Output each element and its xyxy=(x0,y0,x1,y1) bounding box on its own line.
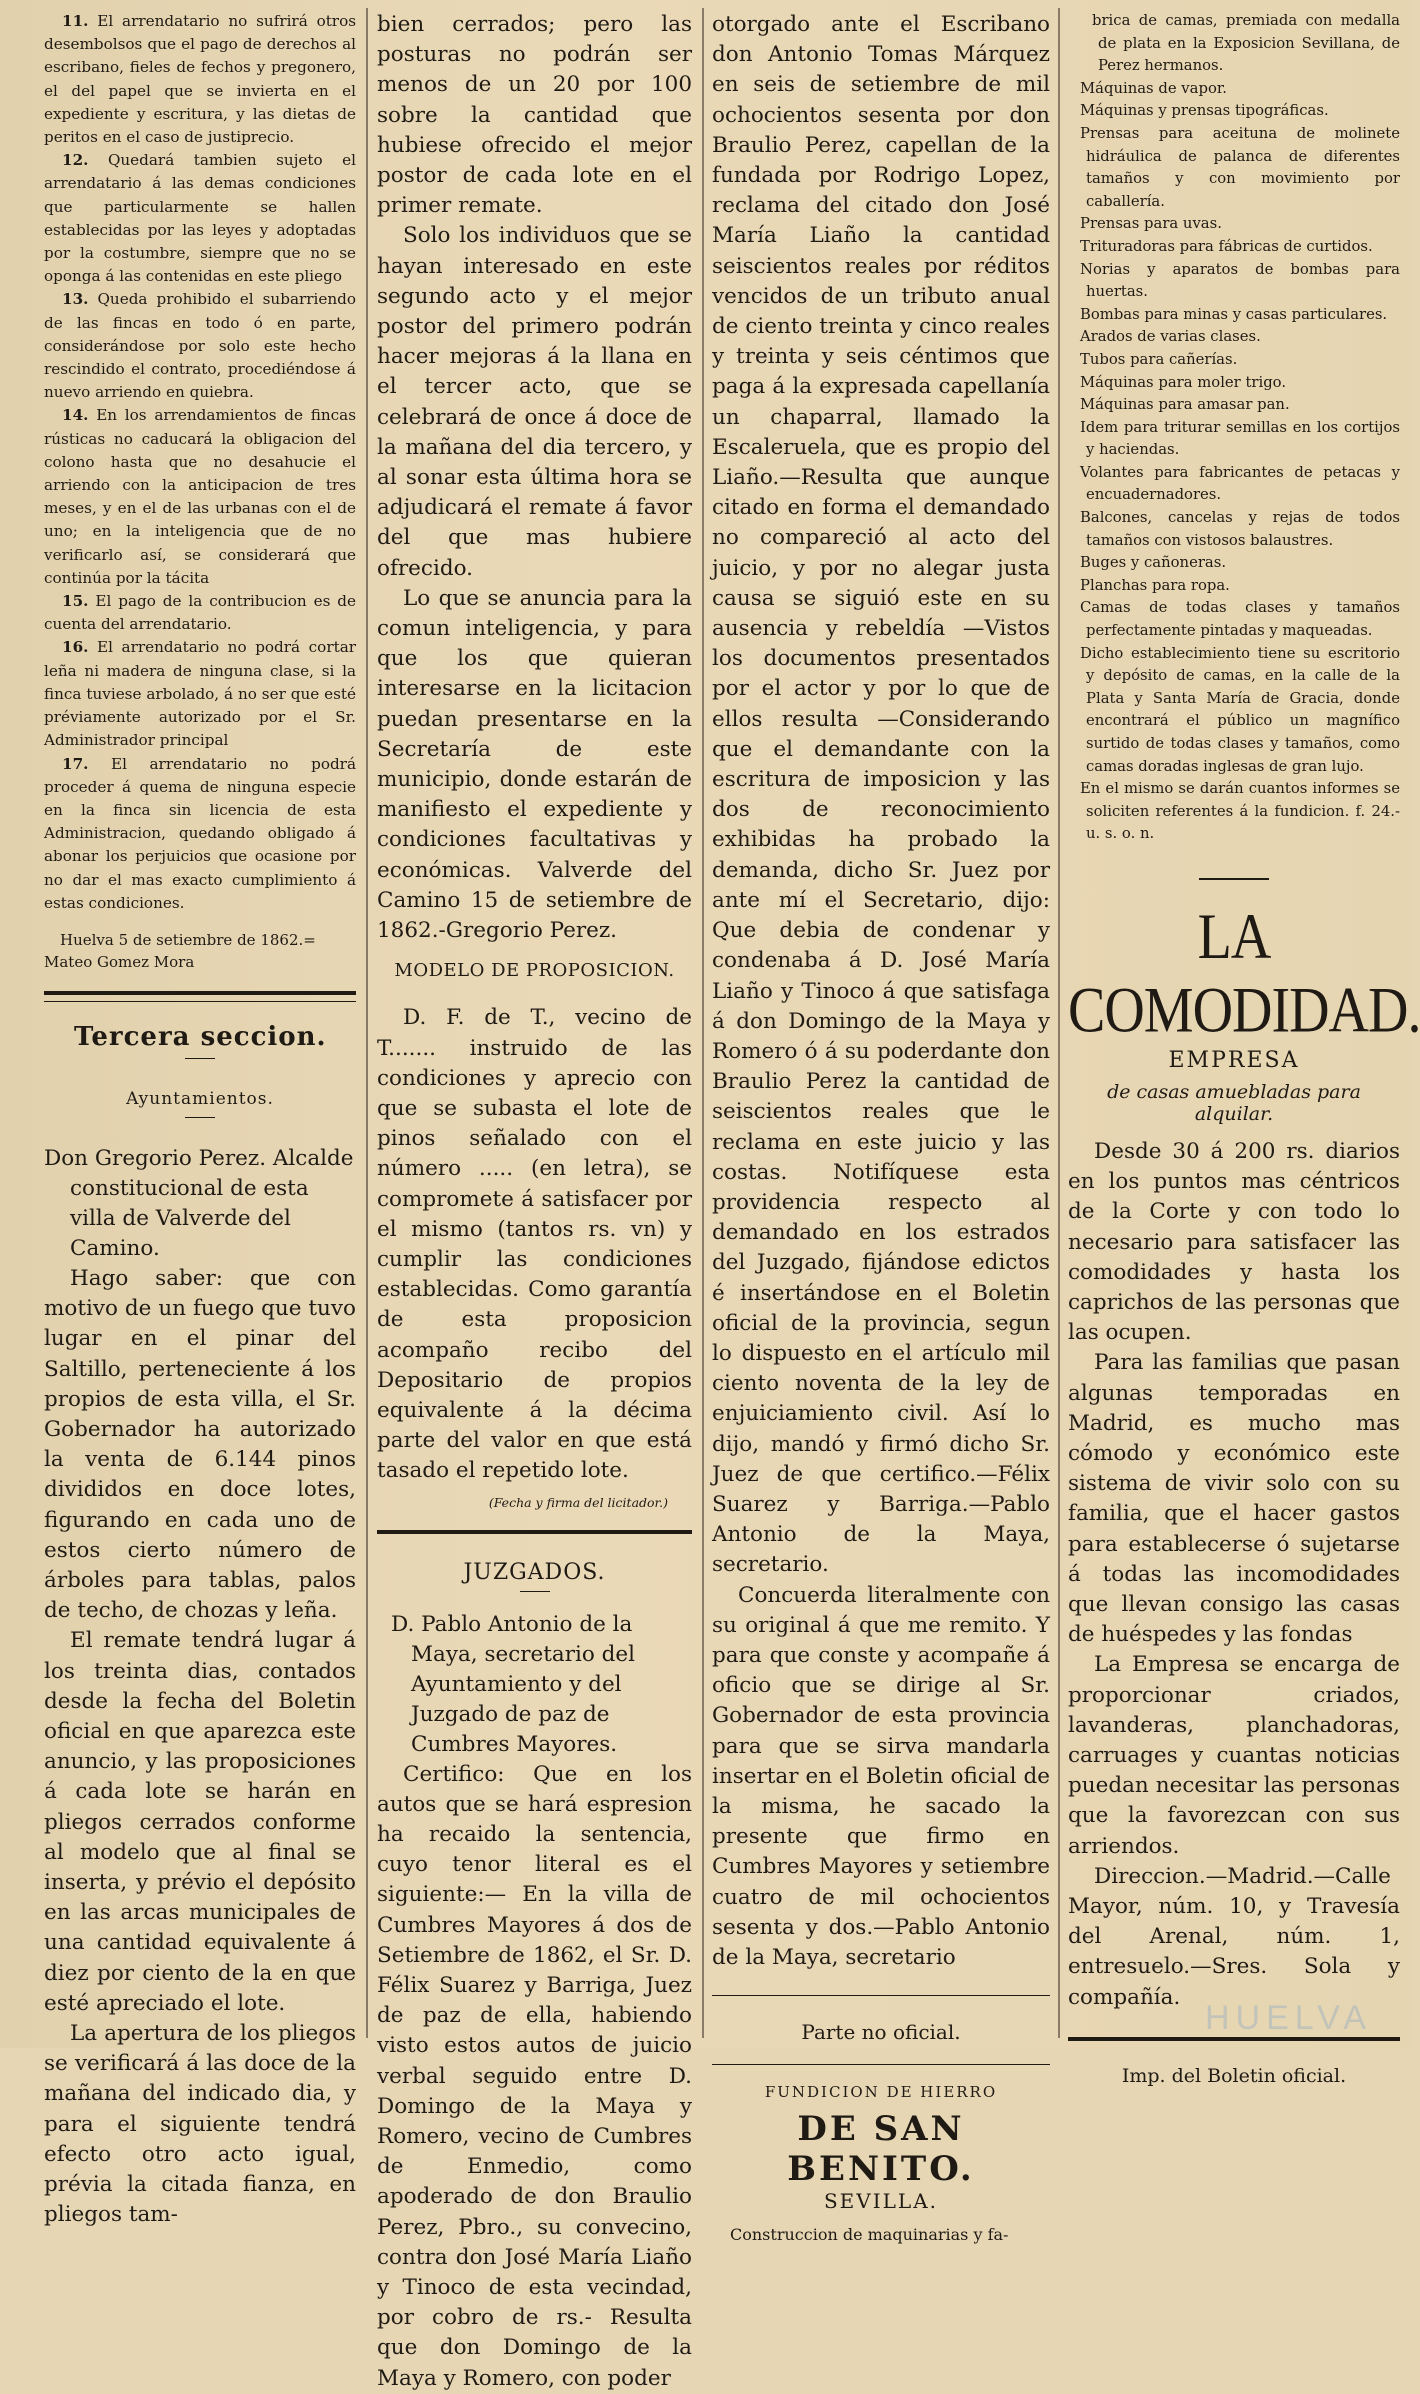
list-item: Norias y aparatos de bombas para huertas. xyxy=(1080,260,1400,301)
condition-item: 12. Quedará tambien sujeto el arrendatario á las demas condiciones que particularmente se hallen establecidas por las leyes y adoptadas por la costumbre, siempre que no se oponga á las contenidas en este pliego xyxy=(44,151,356,286)
list-item: Máquinas para amasar pan. xyxy=(1080,396,1290,414)
list-item: Dicho establecimiento tiene su escritorio y depósito de camas, en la calle de la Plata y Santa María de Gracia, donde encontrará el público un magnífico surtido de todas clases y tamaños, como camas doradas inglesas de gran lujo. xyxy=(1080,644,1400,775)
paragraph: otorgado ante el Escribano don Antonio Tomas Márquez en seis de setiembre de mil ochocientos sesenta por don Braulio Perez, capellan de la fundada por Rodrigo Lopez, reclama del citado don José María Liaño la cantidad seiscientos reales por réditos vencidos de un tributo anual de ciento treinta y cinco reales y treinta y seis céntimos que paga á la expresada capellanía un chaparral, llamado la Escaleruela, que es propio del Liaño.—Resulta que aunque citado en forma el demandado no compareció al acto del juicio, y por no alegar justa causa se siguió este en su ausencia y rebeldía —Vistos los documentos presentados por el actor y por lo que de ellos resulta —Considerando que el demandante con la escritura de imposicion y las dos de reconocimiento exhibidas ha probado la demanda, dicho Sr. Juez por ante mí el Secretario, dijo: Que debia de condenar y condenaba á D. José María Liaño y Tinoco á que satisfaga á don Domingo de la Maya y Romero ó á su poderdante don Braulio Perez la cantidad de seiscientos reales que le reclama en este juicio y las costas. Notifíquese esta providencia respecto al demandado en los estrados del Juzgado, fijándose edictos é insertándose en el Boletin oficial de la provincia, segun lo dispuesto en el artículo mil ciento noventa de la ley de enjuiciamiento civil. Así lo dijo, mandó y firmó dicho Sr. Juez de que certifico.—Félix Suarez y Barriga.—Pablo Antonio de la Maya, secretario. xyxy=(712,12,1050,1578)
dash-divider xyxy=(185,1117,215,1118)
list-item: Arados de varias clases. xyxy=(1080,328,1261,346)
list-item: Balcones, cancelas y rejas de todos tamaños con vistosos balaustres. xyxy=(1080,509,1400,549)
comodidad-title: LA COMODIDAD. xyxy=(1068,901,1420,1047)
list-item: Prensas para aceituna de molinete hidráulica de palanca de diferentes tamaños y con movimiento por caballería. xyxy=(1080,124,1400,210)
column-4 xyxy=(1068,10,1420,2087)
column-divider xyxy=(1058,8,1060,2038)
list-item: Máquinas para moler trigo. xyxy=(1080,373,1287,391)
empresa-heading: EMPRESA xyxy=(1168,1047,1300,1073)
paragraph: Direccion.—Madrid.—Calle Mayor, núm. 10, y Travesía del Arenal, núm. 1, entresuelo.—Sres. Sola y compañía. xyxy=(1068,1863,1400,2010)
list-item: En el mismo se darán cuantos informes se soliciten referentes á la fundicion. f. 24.-u. s. o. n. xyxy=(1080,780,1400,843)
parte-heading: Parte no oficial. xyxy=(801,2020,961,2045)
list-item: Buges y cañoneras. xyxy=(1080,554,1227,572)
foundry-city: SEVILLA. xyxy=(823,2189,938,2214)
column-3 xyxy=(712,10,1050,2245)
column-divider xyxy=(702,8,704,2038)
condition-item: 11. El arrendatario no sufrirá otros desembolsos que el pago de derechos al escribano, fieles de fechos y pregonero, el del papel que se invierta en el expediente y escritura, y las dietas de peritos en el caso de justiprecio. xyxy=(44,12,357,147)
column-1 xyxy=(44,10,357,2228)
list-item: Tubos para cañerías. xyxy=(1080,350,1238,368)
conditions-list xyxy=(44,10,356,915)
condition-item: 15. El pago de la contribucion es de cuenta del arrendatario. xyxy=(44,592,356,634)
list-item: brica de camas, premiada con medalla de plata en la Exposicion Sevillana, de Perez hermanos. xyxy=(1092,12,1400,75)
paragraph: Construccion de maquinarias y fa- xyxy=(730,2225,1009,2245)
short-rule xyxy=(1199,878,1269,880)
dash-divider xyxy=(185,1058,215,1059)
section-rule-thin xyxy=(712,1995,1050,1996)
paragraph: bien cerrados; pero las posturas no podrán ser menos de un 20 por 100 sobre la cantidad que hubiese ofrecido el mejor postor de cada lote en el primer remate. xyxy=(377,12,692,219)
section-rule-thin xyxy=(712,2064,1050,2065)
condition-item: 14. En los arrendamientos de fincas rústicas no caducará la obligacion del colono hasta que no desahucie el arriendo con la anticipacion de tres meses, y en el de las urbanas con el de uno; en la inteligencia que de no verificarlo así, se considerará que continúa por la tácita xyxy=(44,406,357,587)
column-divider xyxy=(366,8,368,2038)
empresa-subtitle: de casas amuebladas para alquilar. xyxy=(1107,1080,1361,1125)
list-item: Trituradoras para fábricas de curtidos. xyxy=(1080,237,1373,255)
list-item: Camas de todas clases y tamaños perfectamente pintadas y maqueadas. xyxy=(1080,599,1400,640)
list-item: Planchas para ropa. xyxy=(1080,576,1230,594)
paragraph: Para las familias que pasan algunas temporadas en Madrid, es mucho mas cómodo y económico este sistema de vivir solo con su familia, que el hacer gastos para establecerse ó sujetarse á todas las incomodidades que llevan consigo las casas de huéspedes y las fondas xyxy=(1068,1350,1400,1648)
condition-item: 16. El arrendatario no podrá cortar leña ni madera de ninguna clase, si la finca tuviese arbolado, á no ser que esté préviamente autorizado por el Sr. Administrador principal xyxy=(44,638,357,750)
list-item: Idem para triturar semillas en los cortijos y haciendas. xyxy=(1080,418,1400,459)
paragraph: El remate tendrá lugar á los treinta dias, contados desde la fecha del Boletin oficial en que aparezca este anuncio, y las proposiciones á cada lote se harán en pliegos cerrados conforme al modelo que al final se inserta, y prévio el depósito en las arcas municipales de una cantidad equivalente á diez por ciento de la en que esté apreciado el lote. xyxy=(44,1628,356,2016)
watermark: HUELVA xyxy=(1204,1999,1372,2037)
foundry-name: DE SAN BENITO. xyxy=(787,2109,975,2190)
section-rule xyxy=(44,991,356,995)
product-list xyxy=(1068,10,1400,846)
paragraph: La apertura de los pliegos se verificará á las doce de la mañana del indicado dia, y para el siguiente tendrá efecto otro acto igual, prévia la citada fianza, en pliegos tam- xyxy=(44,2021,356,2228)
section-rule-thin xyxy=(44,1001,356,1002)
paragraph: Hago saber: que con motivo de un fuego que tuvo lugar en el pinar del Saltillo, perteneciente á los propios de esta villa, el Sr. Gobernador ha autorizado la venta de 6.144 pinos divididos en doce lotes, figurando en cada uno de estos cierto número de árboles para tablas, palos de techo, de chozas y leña. xyxy=(44,1265,356,1624)
juzgados-heading: JUZGADOS. xyxy=(463,1559,606,1585)
secretary-heading: D. Pablo Antonio de la Maya, secretario del Ayuntamiento y del Juzgado de paz de Cumbres Mayores. xyxy=(391,1611,636,1757)
alcalde-heading: Don Gregorio Perez. Alcalde constitucional de esta villa de Valverde del Camino. xyxy=(44,1145,354,1261)
condition-item: 17. El arrendatario no podrá proceder á quema de ninguna especie en la finca sin licencia de esta Administracion, quedando obligado á abonar los perjuicios que ocasione por no dar el mas exacto cumplimiento á estas condiciones. xyxy=(44,754,356,912)
imprint: Imp. del Boletin oficial. xyxy=(1121,2064,1347,2087)
foundry-heading: FUNDICION DE HIERRO xyxy=(764,2083,998,2102)
list-item: Máquinas de vapor. xyxy=(1080,79,1228,97)
modelo-text: D. F. de T., vecino de T....... instruido de las condiciones y aprecio con que se subasta el lote de pinos señalado con el número ..... (en letra), se compromete á satisfacer por el mismo (tantos rs. vn) y cumplir las condiciones establecidas. Como garantía de esta proposicion acompaño recibo del Depositario de propios equivalente á la décima parte del valor en que está tasado el repetido lote. xyxy=(377,1005,692,1484)
modelo-heading: MODELO DE PROPOSICION. xyxy=(394,960,675,982)
list-item: Bombas para minas y casas particulares. xyxy=(1080,305,1388,323)
signature-note: (Fecha y firma del licitador.) xyxy=(488,1494,668,1510)
paragraph: La Empresa se encarga de proporcionar criados, lavanderas, planchadoras, carruages y cuantas noticias puedan necesitar las personas que la favorezcan con sus arriendos. xyxy=(1068,1652,1400,1859)
section-rule xyxy=(377,1530,692,1534)
list-item: Máquinas y prensas tipográficas. xyxy=(1080,102,1329,120)
paragraph: Certifico: Que en los autos que se hará espresion ha recaido la sentencia, cuyo tenor literal es el siguiente:— En la villa de Cumbres Mayores á dos de Setiembre de 1862, el Sr. D. Félix Suarez y Barriga, Juez de paz de ella, habiendo visto estos autos de juicio verbal seguido entre D. Domingo de la Maya y Romero, vecino de Cumbres de Enmedio, como apoderado de don Braulio Perez, Pbro., su convecino, contra don José María Liaño y Tinoco de esta vecindad, por cobro de rs.- Resulta que don Domingo de la Maya y Romero, con poder xyxy=(377,1761,692,2391)
paragraph: Solo los individuos que se hayan interesado en este segundo acto y el mejor postor del primero podrán hacer mejoras á la llana en el tercer acto, que se celebrará de once á doce de la mañana del dia tercero, y al sonar esta última hora se adjudicará el remate á favor del que mas hubiere ofrecido. xyxy=(377,223,692,581)
paragraph: Concuerda literalmente con su original á que me remito. Y para que conste y acompañe á oficio que se dirige al Sr. Gobernador de esta provincia para que se sirva mandarla insertar en el Boletin oficial de la misma, he sacado la presente que firmo en Cumbres Mayores y setiembre cuatro de mil ochocientos sesenta y dos.—Pablo Antonio de la Maya, secretario xyxy=(712,1582,1050,1970)
list-item: Volantes para fabricantes de petacas y encuadernadores. xyxy=(1080,463,1400,504)
ayuntamientos-heading: Ayuntamientos. xyxy=(126,1088,274,1109)
condition-item: 13. Queda prohibido el subarriendo de las fincas en todo ó en parte, considerándose por solo este hecho rescindido el contrato, procediéndose á nuevo arriendo en quiebra. xyxy=(44,290,357,402)
paragraph: Desde 30 á 200 rs. diarios en los puntos mas céntricos de la Corte y con todo lo necesario para satisfacer las comodidades y hasta los caprichos de las personas que las ocupen. xyxy=(1068,1138,1400,1346)
section-title: Tercera seccion. xyxy=(74,1021,327,1052)
signature: Huelva 5 de setiembre de 1862.= Mateo Gomez Mora xyxy=(44,930,316,971)
column-2 xyxy=(377,10,692,2391)
dash-divider xyxy=(520,1591,550,1592)
paragraph: Lo que se anuncia para la comun inteligencia, y para que los que quieran interesarse en la licitacion puedan presentarse en la Secretaría de este municipio, donde estarán de manifiesto el expediente y condiciones facultativas y económicas. Valverde del Camino 15 de setiembre de 1862.-Gregorio Perez. xyxy=(377,585,692,944)
list-item: Prensas para uvas. xyxy=(1080,215,1222,233)
